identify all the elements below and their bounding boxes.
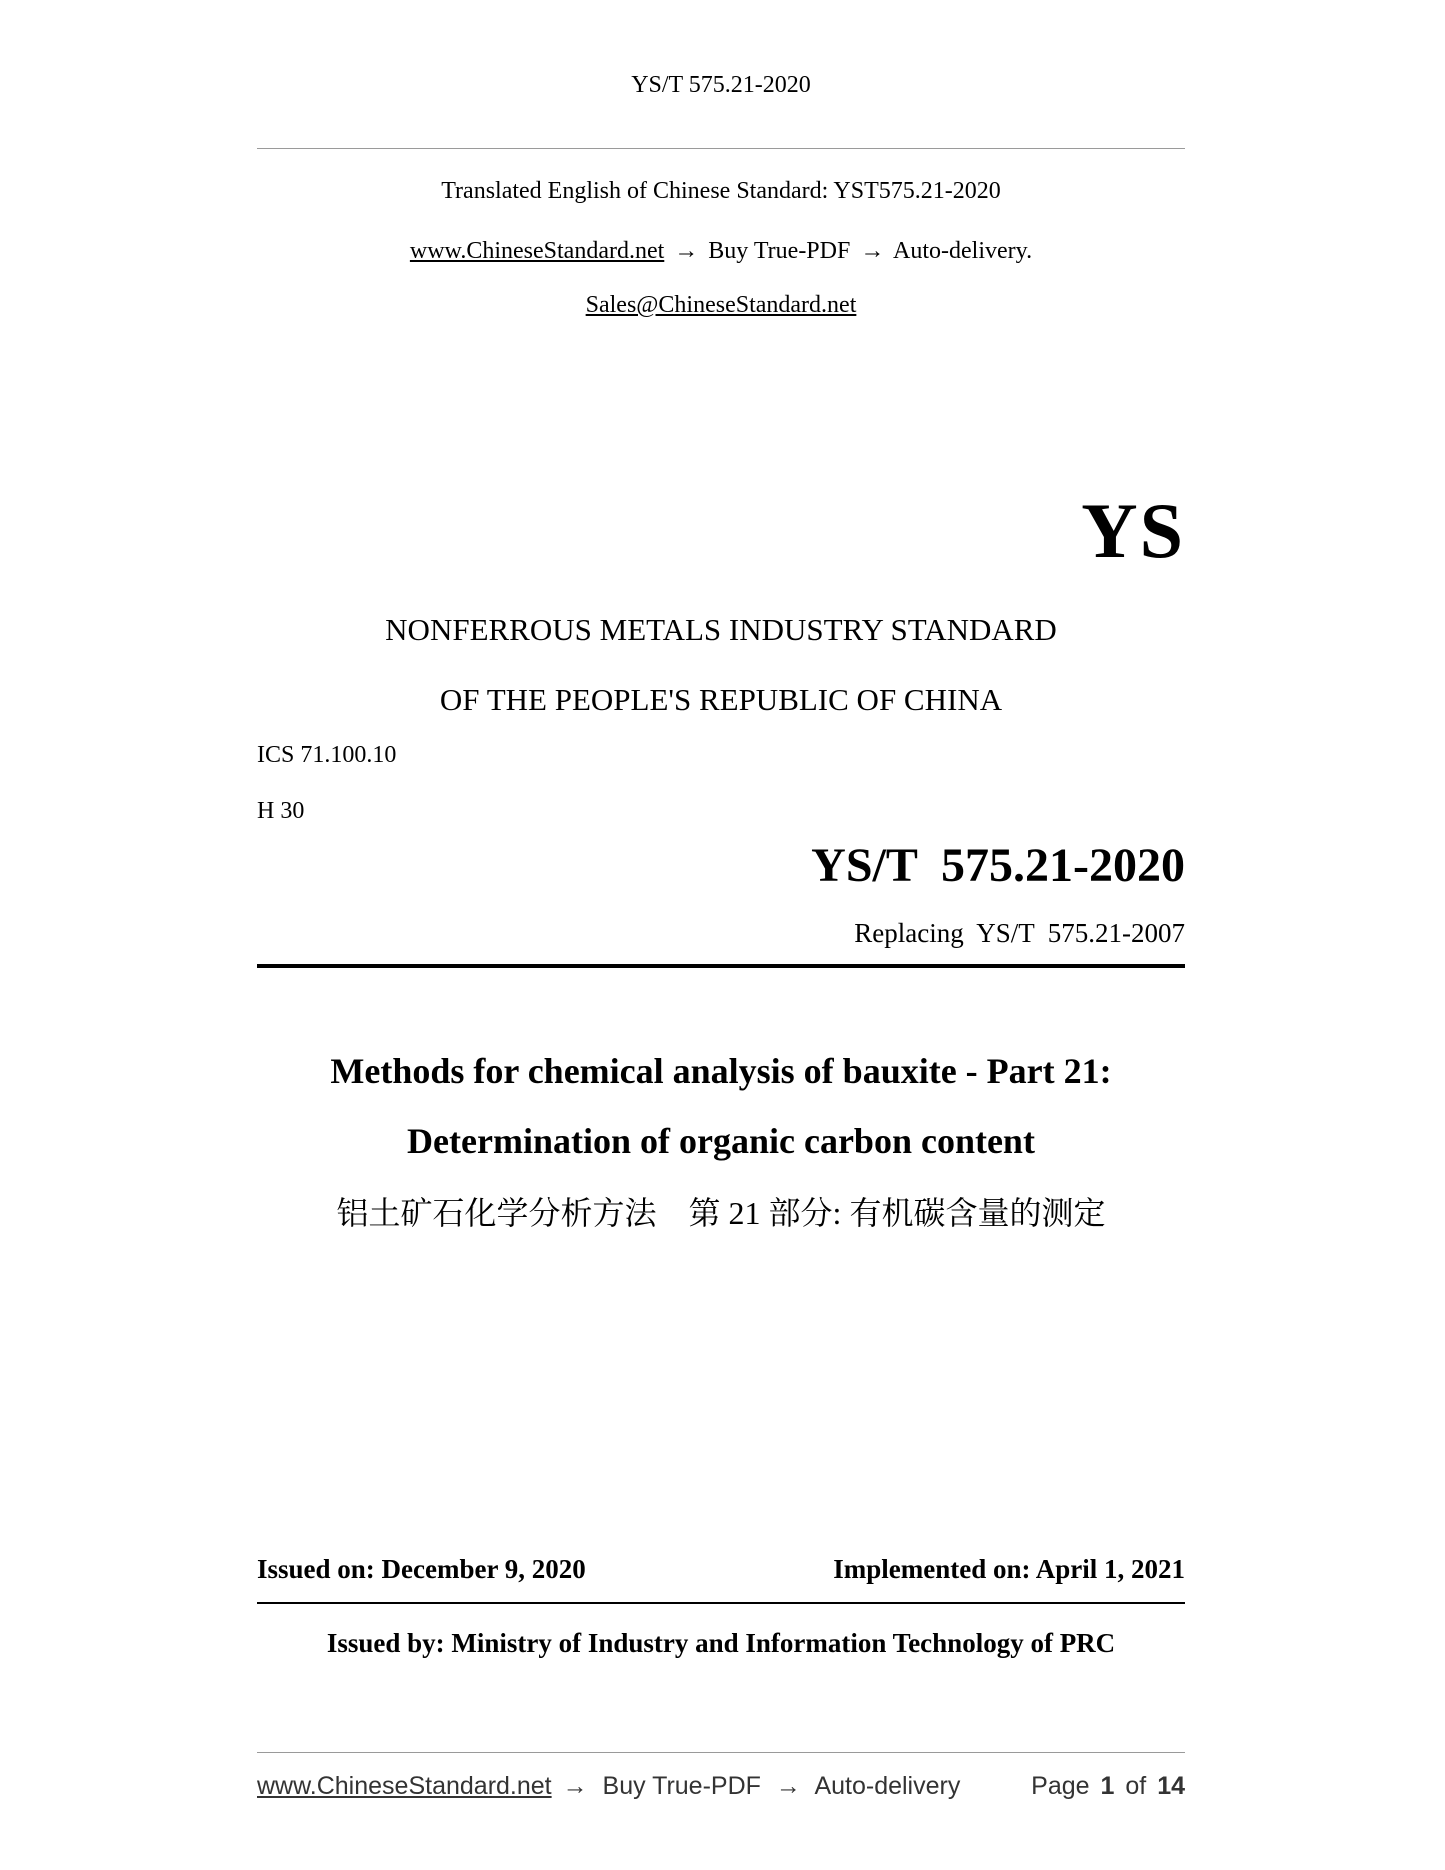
header-divider — [257, 148, 1185, 149]
issuer-line: Issued by: Ministry of Industry and Information Technology of PRC — [326, 1628, 1116, 1658]
footer-site-link[interactable]: www.ChineseStandard.net — [257, 1772, 552, 1800]
footer-purchase-line — [257, 1772, 964, 1801]
standard-number: YS/T 575.21-2020 — [811, 839, 1185, 892]
purchase-line — [257, 238, 1185, 265]
arrow-icon: → — [562, 1772, 588, 1800]
title-divider — [257, 964, 1185, 968]
ics-code: ICS 71.100.10 — [257, 742, 397, 768]
page-total: 14 — [1157, 1772, 1185, 1800]
translated-line: Translated English of Chinese Standard: YST575.21-2020 — [441, 178, 1001, 204]
page-number: 1 — [1100, 1772, 1115, 1800]
standard-logo: YS — [1081, 487, 1185, 574]
dates-row — [257, 1554, 1185, 1585]
issued-date: Issued on: December 9, 2020 — [257, 1554, 586, 1584]
dates-divider — [257, 1602, 1185, 1604]
org-name-line1: NONFERROUS METALS INDUSTRY STANDARD — [385, 612, 1057, 647]
title-en-line1: Methods for chemical analysis of bauxite - Part 21: — [330, 1051, 1112, 1091]
replacing-note: Replacing YS/T 575.21-2007 — [854, 918, 1185, 948]
title-en-line2: Determination of organic carbon content — [407, 1121, 1035, 1161]
footer-buy-text: Buy True-PDF — [602, 1772, 761, 1800]
doc-class-code: H 30 — [257, 798, 305, 824]
footer-divider — [257, 1752, 1185, 1753]
email-link[interactable]: Sales@ChineseStandard.net — [585, 292, 857, 318]
org-name-line2: OF THE PEOPLE'S REPUBLIC OF CHINA — [439, 682, 1003, 717]
arrow-icon: → — [674, 238, 699, 264]
delivery-text: Auto-delivery. — [893, 238, 1033, 264]
buy-text: Buy True-PDF — [708, 238, 851, 264]
arrow-icon: → — [775, 1772, 801, 1800]
footer-delivery-text: Auto-delivery — [814, 1772, 961, 1800]
arrow-icon: → — [860, 238, 885, 264]
page-label: Page — [1031, 1772, 1090, 1800]
implemented-date: Implemented on: April 1, 2021 — [833, 1554, 1185, 1584]
page-of-label: of — [1125, 1772, 1147, 1800]
site-link[interactable]: www.ChineseStandard.net — [409, 238, 665, 264]
page-indicator — [1027, 1772, 1185, 1801]
title-zh: 铝土矿石化学分析方法 第 21 部分: 有机碳含量的测定 — [336, 1195, 1106, 1231]
email-line — [257, 292, 1185, 319]
footer-row — [257, 1772, 1185, 1801]
header-doc-number: YS/T 575.21-2020 — [631, 72, 811, 98]
